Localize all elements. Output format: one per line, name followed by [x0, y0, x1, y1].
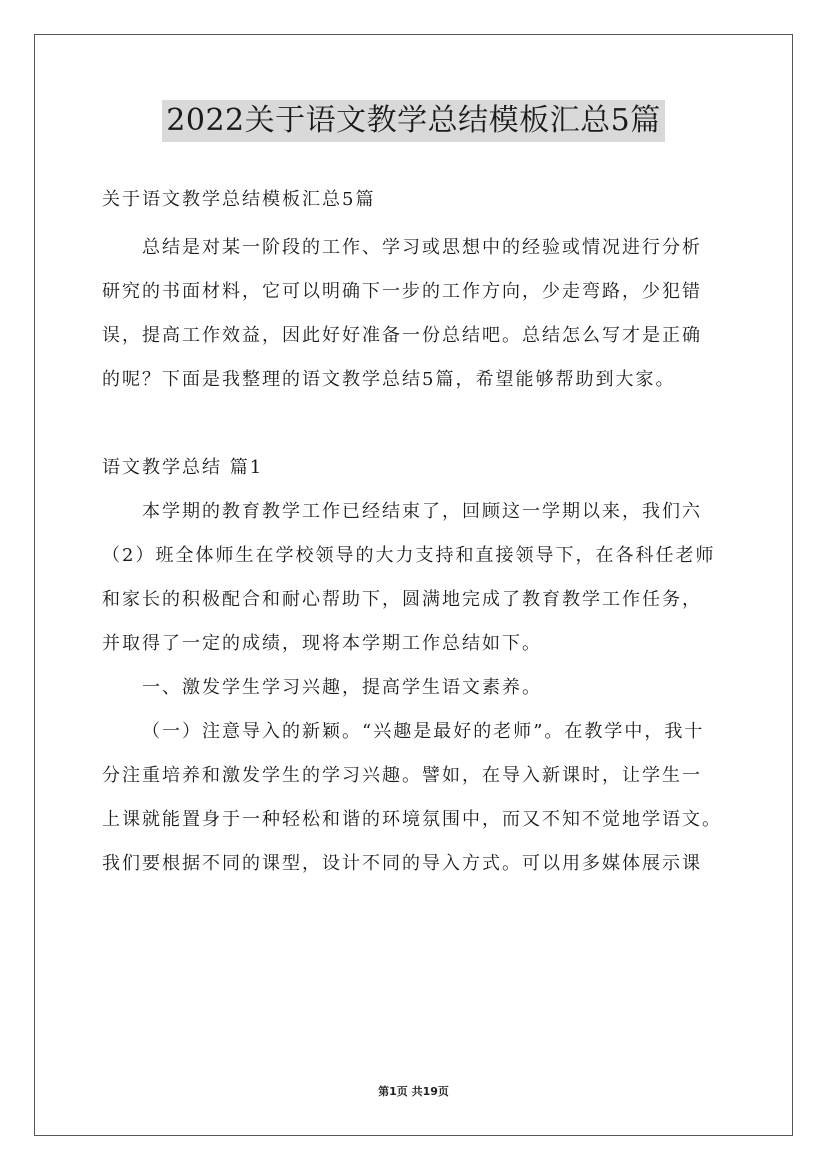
section-line: 和家长的积极配合和耐心帮助下，圆满地完成了教育教学工作任务， [102, 589, 702, 610]
point-line: （一）注意导入的新颖。“兴趣是最好的老师”。在教学中，我十 [142, 721, 705, 742]
section-line: 本学期的教育教学工作已经结束了，回顾这一学期以来，我们六 [142, 501, 702, 522]
intro-line: 的呢？下面是我整理的语文教学总结5篇，希望能够帮助到大家。 [102, 369, 676, 390]
point-line: 上课就能置身于一种轻松和谐的环境氛围中，而又不知不觉地学语文。 [102, 809, 722, 830]
document-subtitle: 关于语文教学总结模板汇总5篇 [102, 189, 376, 210]
paragraph-gap [102, 402, 727, 446]
page-number: 第1页 共19页 [378, 1085, 449, 1098]
title-container [0, 100, 827, 142]
page-footer [0, 1083, 827, 1099]
section-line: （2）班全体师生在学校领导的大力支持和直接领导下，在各科任老师 [102, 545, 716, 566]
intro-line: 研究的书面材料，它可以明确下一步的工作方向，少走弯路，少犯错 [102, 281, 702, 302]
document-title: 2022关于语文教学总结模板汇总5篇 [162, 100, 664, 142]
point-line: 分注重培养和激发学生的学习兴趣。譬如，在导入新课时，让学生一 [102, 765, 702, 786]
intro-line: 误，提高工作效益，因此好好准备一份总结吧。总结怎么写才是正确 [102, 325, 702, 346]
document-body [102, 178, 727, 886]
point-line: 我们要根据不同的课型，设计不同的导入方式。可以用多媒体展示课 [102, 853, 702, 874]
section-line: 并取得了一定的成绩，现将本学期工作总结如下。 [102, 633, 542, 654]
point-heading: 一、激发学生学习兴趣，提高学生语文素养。 [142, 677, 542, 698]
intro-line: 总结是对某一阶段的工作、学习或思想中的经验或情况进行分析 [142, 237, 702, 258]
section-heading: 语文教学总结 篇1 [102, 457, 264, 478]
